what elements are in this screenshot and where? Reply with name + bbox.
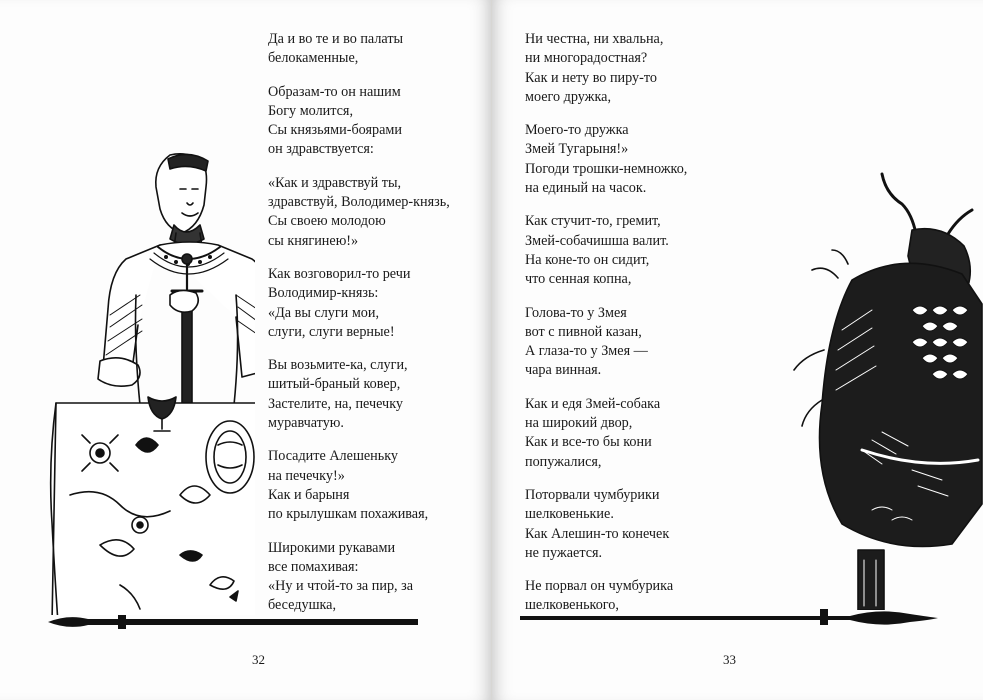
verse-line: На коне-то он сидит, bbox=[525, 251, 650, 268]
verse-line: слуги, слуги верные! bbox=[268, 323, 395, 340]
verse-line: Володимир-князь: bbox=[268, 285, 379, 302]
stanza bbox=[268, 265, 483, 342]
verse-line: Голова-то у Змея bbox=[525, 304, 627, 321]
verse-line: на широкий двор, bbox=[525, 415, 633, 432]
serpent-warrior-illustration bbox=[772, 170, 983, 610]
verse-line: на печечку!» bbox=[268, 467, 345, 484]
verse-line: Как стучит-то, гремит, bbox=[525, 213, 661, 230]
verse-line: Сы князьями-боярами bbox=[268, 122, 402, 139]
page-number: 33 bbox=[723, 652, 736, 667]
verse-line: беседушка, bbox=[268, 597, 337, 614]
verse-line: Сы своею молодою bbox=[268, 213, 386, 230]
verse-line: чара винная. bbox=[525, 362, 602, 379]
verse-line: Образам-то он нашим bbox=[268, 83, 401, 100]
verse-line: не пужается. bbox=[525, 544, 603, 561]
stanza bbox=[268, 174, 483, 251]
verse-line: на единый на часок. bbox=[525, 180, 647, 197]
stanza bbox=[525, 30, 825, 107]
verse-line: попужалися, bbox=[525, 453, 602, 470]
verse-line: «Да вы слуги мои, bbox=[268, 304, 380, 321]
verse-line: сы княгинею!» bbox=[268, 232, 359, 249]
verse-line: Посадите Алешеньку bbox=[268, 448, 399, 465]
verse-line: Вы возьмите-ка, слуги, bbox=[268, 357, 408, 374]
verse-line: А глаза-то у Змея — bbox=[525, 343, 648, 360]
spear-divider-icon bbox=[520, 606, 940, 628]
verse-line: он здравствуется: bbox=[268, 141, 374, 158]
verse-line: белокаменные, bbox=[268, 50, 359, 67]
verse-line: ни многорадостная? bbox=[525, 50, 648, 67]
spear-divider-icon bbox=[48, 612, 428, 632]
stanza bbox=[268, 83, 483, 160]
verse-line: муравчатую. bbox=[268, 415, 344, 432]
prince-illustration bbox=[40, 145, 255, 615]
verse-line: моего дружка, bbox=[525, 88, 612, 105]
verse-line: по крылушкам похаживая, bbox=[268, 506, 429, 523]
stanza bbox=[268, 539, 483, 616]
verse-line: вот с пивной казан, bbox=[525, 323, 642, 340]
left-page bbox=[0, 0, 491, 700]
verse-line: Как возговорил-то речи bbox=[268, 265, 411, 282]
verse-line: что сенная копна, bbox=[525, 271, 632, 288]
verse-line: Змей Тугарыня!» bbox=[525, 141, 629, 158]
verse-line: Ни честна, ни хвальна, bbox=[525, 31, 664, 47]
verse-line: Змей-собачишша валит. bbox=[525, 232, 669, 249]
verse-line: Поторвали чумбурики bbox=[525, 486, 660, 503]
poem-text-left bbox=[268, 30, 483, 630]
verse-line: Не порвал он чумбурика bbox=[525, 578, 674, 595]
verse-line: Погоди трошки-немножко, bbox=[525, 160, 688, 177]
verse-line: Застелите, на, печечку bbox=[268, 395, 403, 412]
verse-line: Богу молится, bbox=[268, 102, 354, 119]
verse-line: Как Алешин-то конечек bbox=[525, 525, 670, 542]
stanza bbox=[268, 447, 483, 524]
verse-line: Как и барыня bbox=[268, 486, 350, 503]
verse-line: Моего-то дружка bbox=[525, 122, 629, 139]
verse-line: «Ну и чтой-то за пир, за bbox=[268, 578, 414, 595]
verse-line: «Как и здравствуй ты, bbox=[268, 174, 402, 191]
verse-line: Как и нету во пиру-то bbox=[525, 69, 657, 86]
verse-line: Как и все-то бы кони bbox=[525, 434, 652, 451]
page-number: 32 bbox=[252, 652, 265, 667]
verse-line: здравствуй, Володимер-князь, bbox=[268, 194, 450, 211]
verse-line: Да и во те и во палаты bbox=[268, 31, 404, 47]
right-page bbox=[492, 0, 983, 700]
verse-line: Как и едя Змей-собака bbox=[525, 395, 661, 412]
stanza bbox=[268, 356, 483, 433]
stanza bbox=[268, 30, 483, 69]
verse-line: шитый-браный ковер, bbox=[268, 376, 401, 393]
verse-line: Широкими рукавами bbox=[268, 539, 396, 556]
verse-line: все помахивая: bbox=[268, 558, 359, 575]
verse-line: шелковенького, bbox=[525, 597, 619, 614]
verse-line: шелковенькие. bbox=[525, 506, 614, 523]
